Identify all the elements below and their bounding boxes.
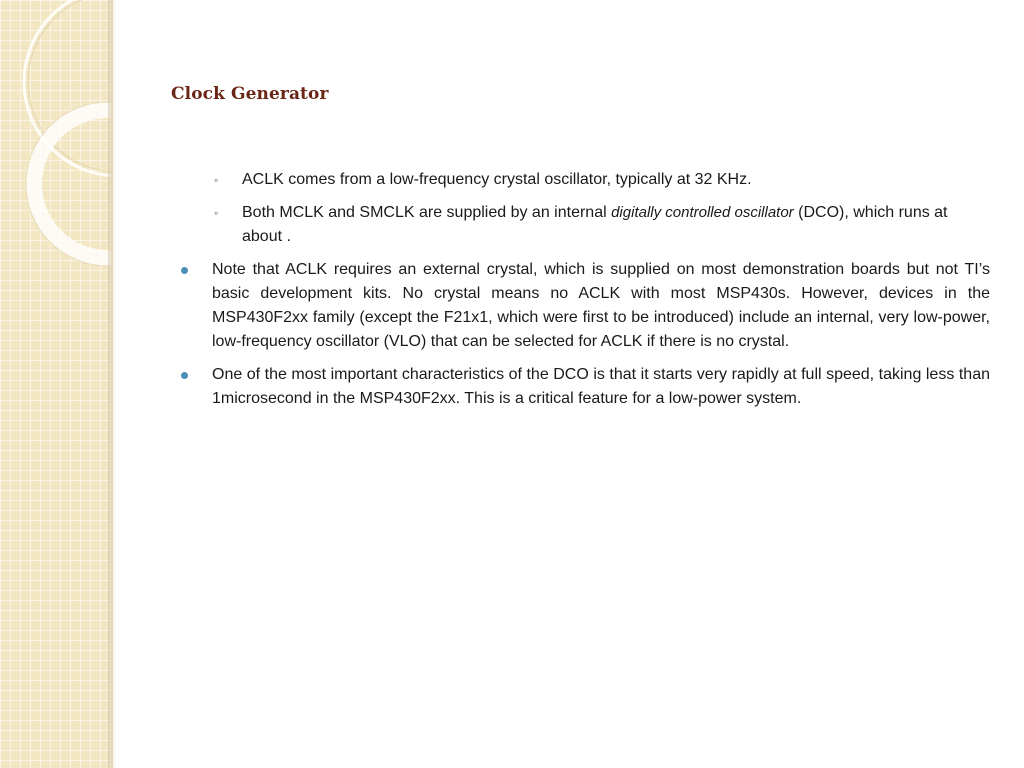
bullet-text: One of the most important characteristics of the DCO is that it starts very rapidly at full speed, taking less than 1microsecond in the MSP430F2xx. This is a critical feature for a low-power system. (212, 366, 990, 407)
sub-bullet-text-before: Both MCLK and SMCLK are supplied by an internal (242, 204, 612, 221)
bullet-aclk-crystal (212, 258, 990, 354)
sub-bullet-text: ACLK comes from a low-frequency crystal oscillator, typically at 32 KHz. (242, 171, 752, 188)
filled-bullet-icon (181, 372, 188, 379)
bullet-text: Note that ACLK requires an external crystal, which is supplied on most demonstration boards but not TI’s basic development kits. No crystal means no ACLK with most MSP430s. However, devices in the MSP430F2xx family (except the F21x1, which were first to be introduced) include an internal, very low-power, low-frequency oscillator (VLO) that can be selected for ACLK if there is no crystal. (212, 261, 990, 350)
hollow-bullet-icon: ◦ (214, 206, 219, 220)
sub-bullet-text-after: (DCO), which runs at about . (242, 204, 948, 245)
hollow-bullet-icon: ◦ (214, 173, 219, 187)
decorative-rings (0, 0, 112, 300)
decorative-side-band (0, 0, 112, 768)
slide-title: Clock Generator (171, 84, 329, 104)
sub-bullet-aclk (214, 168, 990, 192)
slide-content (212, 168, 990, 420)
band-edge (111, 0, 113, 768)
bullet-dco-startup (212, 363, 990, 411)
sub-bullet-text-italic: digitally controlled oscillator (611, 204, 794, 221)
sub-bullet-mclk-smclk (214, 201, 990, 249)
filled-bullet-icon (181, 267, 188, 274)
